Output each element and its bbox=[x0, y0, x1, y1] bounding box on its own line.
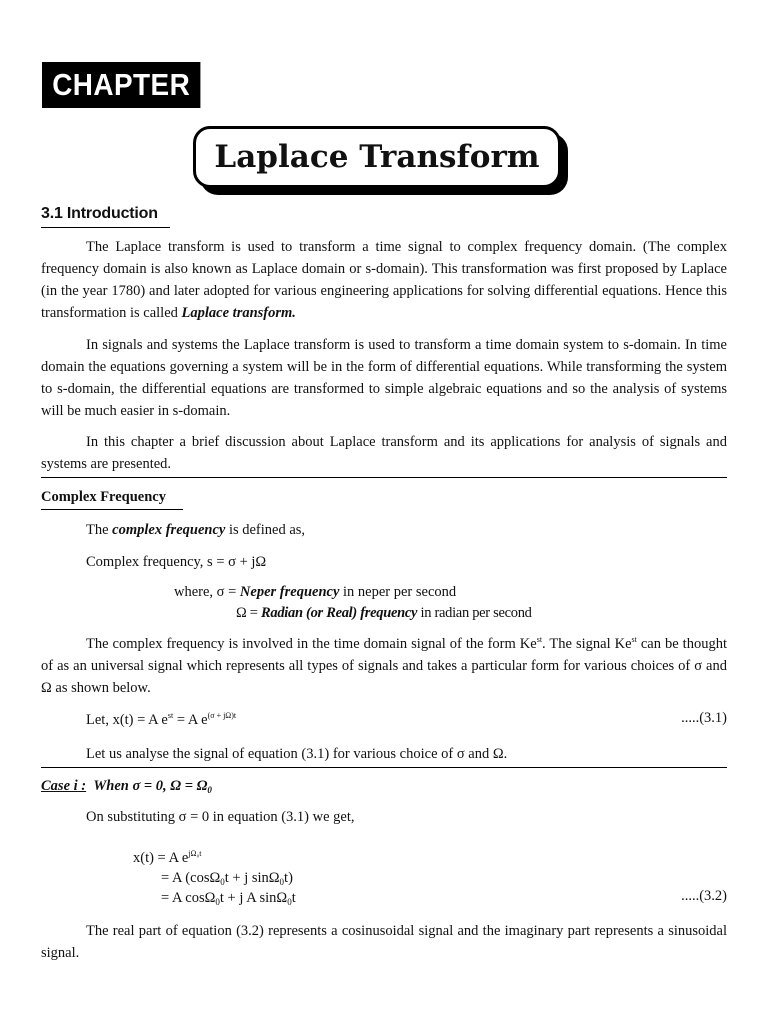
intro-paragraph-1 bbox=[41, 236, 727, 324]
eq31-sup-exponent: (σ + jΩ)t bbox=[207, 711, 237, 720]
where-post-2: in radian per second bbox=[417, 605, 532, 621]
intro-paragraph-3: In this chapter a brief discussion about Laplace transform and its applications for analysis of signals and systems are presented. bbox=[41, 434, 727, 472]
intro-p1-emphasis: Laplace transform. bbox=[181, 305, 296, 321]
eq31-sup-st: st bbox=[167, 711, 174, 720]
equation-number-3-1: .....(3.1) bbox=[681, 710, 727, 726]
substitution-line: On substituting σ = 0 in equation (3.1) we get, bbox=[86, 809, 355, 825]
case-1-condition: When σ = 0, Ω = Ω bbox=[93, 778, 208, 794]
eq-line-2-c: t) bbox=[284, 870, 293, 886]
eq-line-1-a: x(t) = A e bbox=[133, 850, 189, 866]
para-c: can be thought of as an universal signal which represents all types of signals and takes a particular form for various choices of σ and Ω as shown below. bbox=[41, 636, 727, 696]
intro-p1-text: The Laplace transform is used to transform a time signal to complex frequency domain. (The complex frequency domain is also known as Laplace domain or s-domain). This transformation was first proposed by Laplace (in the year 1780) and later adopted for various engineering applications for solving differential equations. Hence this transformation is called bbox=[41, 239, 727, 321]
case-1-label: Case i : bbox=[41, 778, 87, 794]
subscript-0: 0 bbox=[220, 877, 225, 887]
eq31-b: = A e bbox=[173, 712, 208, 728]
chapter-label: CHAPTER 3 bbox=[42, 62, 200, 108]
eq31-a: Let, x(t) = A e bbox=[86, 712, 168, 728]
eq-line-3-b: t + j A sinΩ bbox=[219, 890, 288, 906]
superscript-st: st bbox=[631, 635, 637, 644]
case-1-eq-line-1 bbox=[133, 848, 201, 868]
universal-signal-paragraph bbox=[41, 633, 727, 699]
radian-frequency-term: Radian (or Real) frequency bbox=[261, 605, 418, 621]
case-1-eq-line-3 bbox=[161, 888, 296, 908]
where2-pre: Ω = bbox=[236, 605, 262, 621]
analyse-line: Let us analyse the signal of equation (3.1) for various choice of σ and Ω. bbox=[86, 746, 508, 762]
complex-frequency-heading: Complex Frequency bbox=[41, 489, 166, 505]
eq-line-1-sup: jΩ₀t bbox=[188, 849, 202, 858]
divider-rule-1 bbox=[41, 477, 727, 478]
case-1-subscript: 0 bbox=[207, 785, 212, 795]
divider-rule-2 bbox=[41, 767, 727, 768]
eq-line-2-b: t + j sinΩ bbox=[224, 870, 280, 886]
para-a: The complex frequency is involved in the time domain signal of the form Ke bbox=[86, 636, 537, 652]
real-part-paragraph: The real part of equation (3.2) represents a cosinusoidal signal and the imaginary part represents a sinusoidal signal. bbox=[41, 923, 727, 961]
subscript-0: 0 bbox=[279, 877, 285, 887]
section-heading-underline bbox=[41, 227, 170, 228]
complex-frequency-heading-underline bbox=[41, 509, 183, 510]
intro-paragraph-2: In signals and systems the Laplace transform is used to transform a time domain system to s-domain. In time domain the equations governing a system will be in the form of differential equations. While transforming the system to s-domain, the differential equations are transformed to simple algebraic equations and so the analysis of systems will be much easier in s-domain. bbox=[41, 337, 727, 419]
subscript-0: 0 bbox=[287, 897, 292, 907]
where-line-2 bbox=[236, 603, 532, 623]
eq-line-3-c: t bbox=[291, 890, 296, 906]
superscript-st: st bbox=[536, 635, 543, 644]
subscript-0: 0 bbox=[215, 897, 220, 907]
case-1-heading bbox=[41, 776, 212, 796]
section-heading: 3.1 Introduction bbox=[41, 205, 158, 222]
eq-line-2-a: = A (cosΩ bbox=[161, 870, 221, 886]
where-post-1: in neper per second bbox=[339, 584, 457, 600]
equation-number-3-2: .....(3.2) bbox=[681, 888, 727, 904]
para-b: . The signal Ke bbox=[542, 636, 632, 652]
def-pre: The bbox=[86, 522, 113, 538]
eq-line-3-a: = A cosΩ bbox=[161, 890, 216, 906]
neper-frequency-term: Neper frequency bbox=[239, 584, 340, 600]
equation-3-1 bbox=[86, 710, 236, 730]
where-pre: where, σ = bbox=[174, 584, 240, 600]
chapter-title: Laplace Transform bbox=[193, 126, 561, 188]
def-post: is defined as, bbox=[225, 522, 306, 538]
where-line-1 bbox=[174, 582, 456, 602]
case-1-eq-line-2 bbox=[161, 868, 293, 888]
def-emphasis: complex frequency bbox=[112, 522, 226, 538]
definition-line bbox=[86, 520, 305, 540]
complex-frequency-equation: Complex frequency, s = σ + jΩ bbox=[86, 554, 267, 570]
